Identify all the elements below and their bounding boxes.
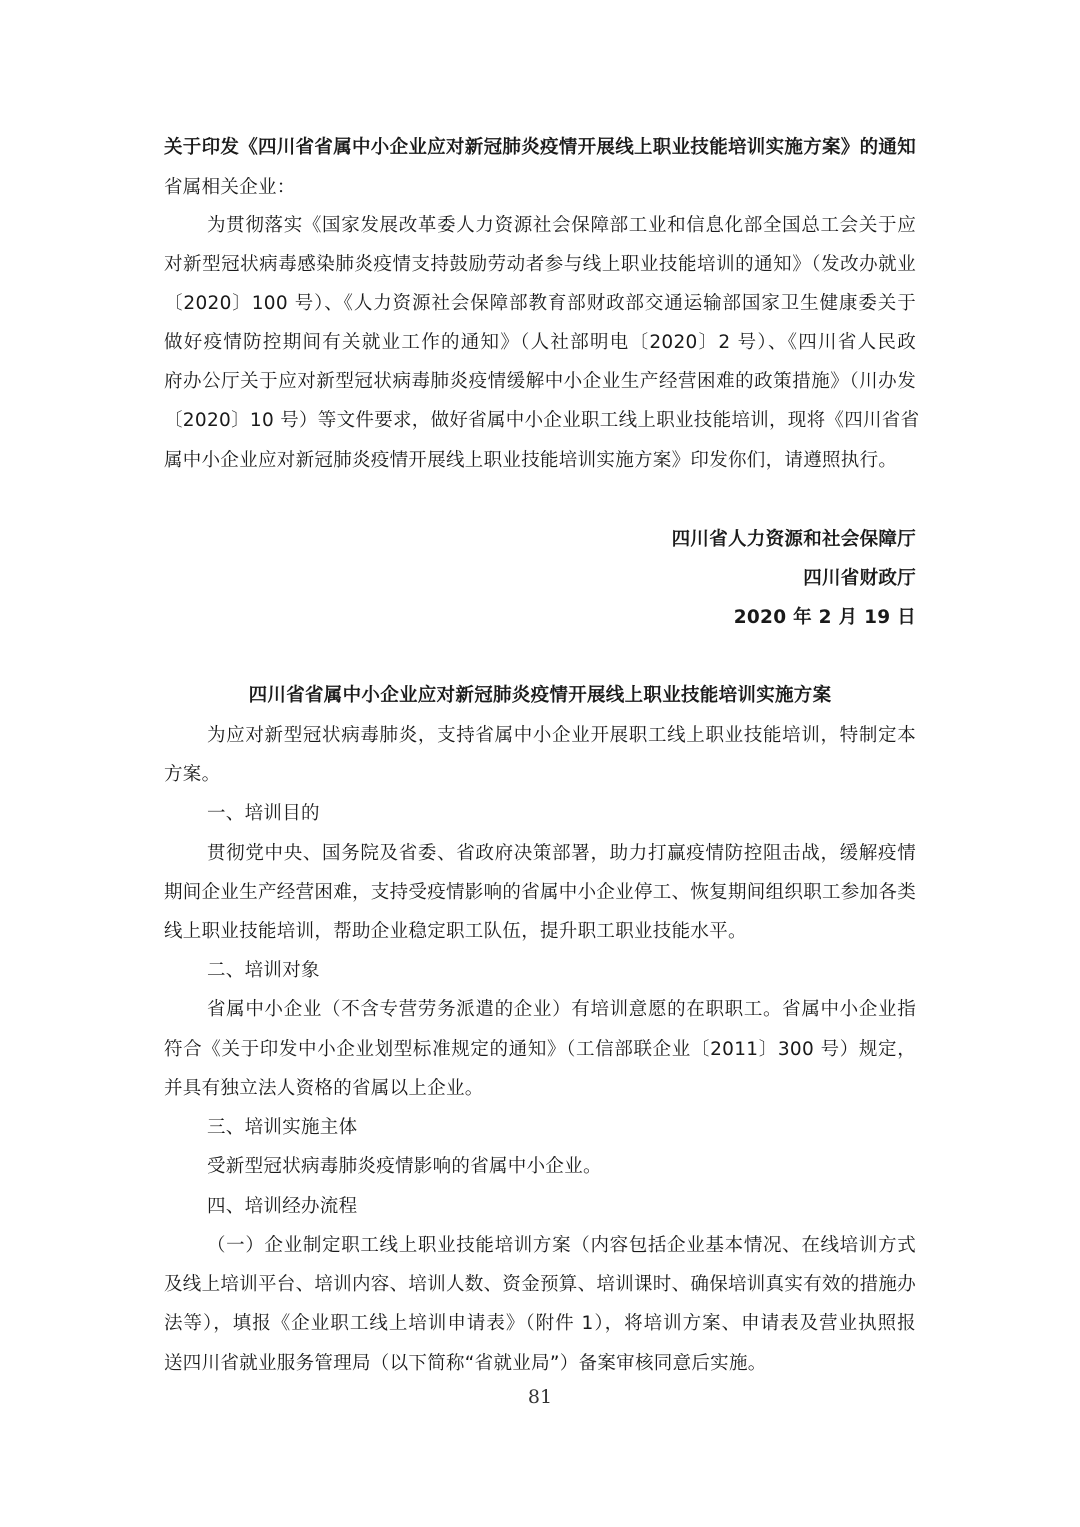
section-heading-subject: 三、培训实施主体	[207, 1117, 358, 1138]
plan-intro-line: 为应对新型冠状病毒肺炎，支持省属中小企业开展职工线上职业技能培训，特制定本	[207, 725, 916, 746]
notice-body-line: 做好疫情防控期间有关就业工作的通知》（人社部明电〔2020〕2 号）、《四川省人民政	[164, 332, 916, 353]
section-body-line: 期间企业生产经营困难，支持受疫情影响的省属中小企业停工、恢复期间组织职工参加各类	[164, 882, 917, 903]
section-heading-process: 四、培训经办流程	[207, 1196, 358, 1217]
notice-body-line: 府办公厅关于应对新型冠状病毒肺炎疫情缓解中小企业生产经营困难的政策措施》（川办发	[164, 371, 916, 392]
notice-date: 2020 年 2 月 19 日	[733, 607, 916, 628]
plan-intro-line: 方案。	[164, 764, 221, 785]
signature-hr-department: 四川省人力资源和社会保障厅	[671, 529, 916, 550]
section-body-line: 并具有独立法人资格的省属以上企业。	[164, 1078, 484, 1099]
notice-body-line: 对新型冠状病毒感染肺炎疫情支持鼓励劳动者参与线上职业技能培训的通知》（发改办就业	[164, 254, 916, 275]
section-heading-purpose: 一、培训目的	[207, 803, 320, 824]
notice-body-line: 〔2020〕100 号）、《人力资源社会保障部教育部财政部交通运输部国家卫生健康委关于	[164, 293, 916, 314]
notice-body-line: 属中小企业应对新冠肺炎疫情开展线上职业技能培训实施方案》印发你们，请遵照执行。	[164, 450, 898, 471]
notice-body-line: 〔2020〕10 号）等文件要求，做好省属中小企业职工线上职业技能培训，现将《四川省省	[164, 410, 920, 431]
section-body-line: 符合《关于印发中小企业划型标准规定的通知》（工信部联企业〔2011〕300 号）规定，	[164, 1039, 916, 1060]
section-body-line: 及线上培训平台、培训内容、培训人数、资金预算、培训课时、确保培训真实有效的措施办	[164, 1274, 917, 1295]
plan-title: 四川省省属中小企业应对新冠肺炎疫情开展线上职业技能培训实施方案	[248, 685, 832, 706]
notice-salutation: 省属相关企业：	[164, 177, 296, 198]
signature-finance-department: 四川省财政厅	[803, 568, 916, 589]
section-body-line: 线上职业技能培训，帮助企业稳定职工队伍，提升职工职业技能水平。	[164, 921, 747, 942]
section-body-line: 受新型冠状病毒肺炎疫情影响的省属中小企业。	[207, 1156, 602, 1177]
section-body-line: 省属中小企业（不含专营劳务派遣的企业）有培训意愿的在职职工。省属中小企业指	[207, 999, 916, 1020]
section-body-line: （一）企业制定职工线上职业技能培训方案（内容包括企业基本情况、在线培训方式	[207, 1235, 916, 1256]
notice-body-line: 为贯彻落实《国家发展改革委人力资源社会保障部工业和信息化部全国总工会关于应	[207, 215, 916, 236]
section-body-line: 贯彻党中央、国务院及省委、省政府决策部署，助力打赢疫情防控阻击战，缓解疫情	[207, 843, 916, 864]
section-body-line: 法等），填报《企业职工线上培训申请表》（附件 1），将培训方案、申请表及营业执照报	[164, 1313, 916, 1334]
notice-title: 关于印发《四川省省属中小企业应对新冠肺炎疫情开展线上职业技能培训实施方案》的通知	[164, 137, 917, 158]
section-body-line: 送四川省就业服务管理局（以下简称“省就业局”）备案审核同意后实施。	[164, 1353, 767, 1374]
page-number: 81	[527, 1386, 553, 1408]
section-heading-target: 二、培训对象	[207, 960, 320, 981]
